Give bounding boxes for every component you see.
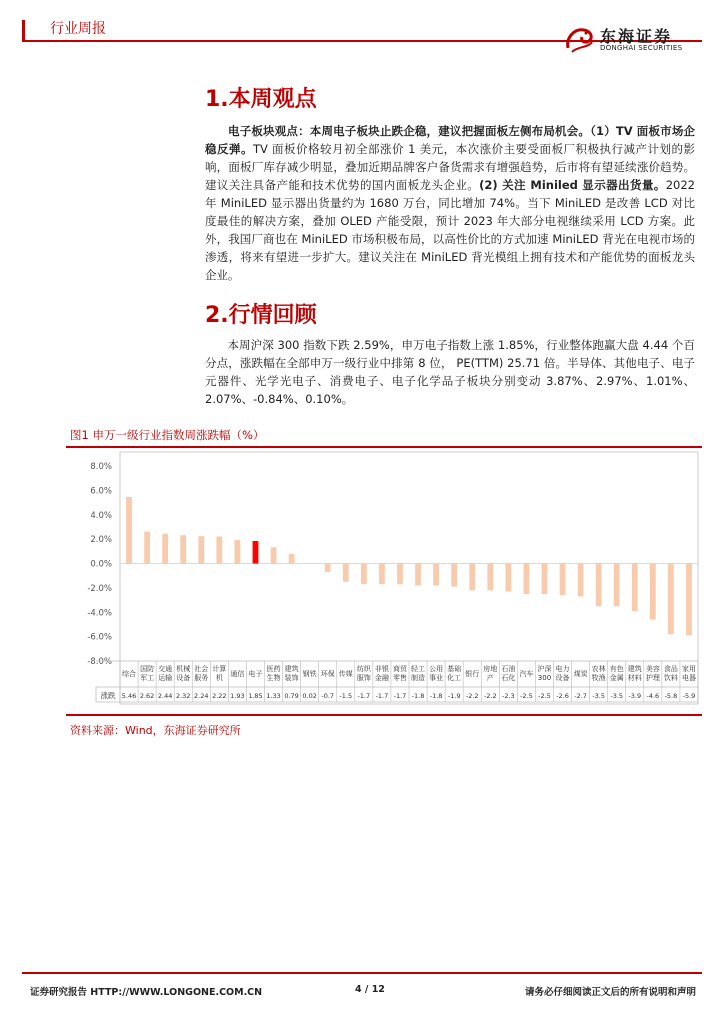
section-label: 行业周报 [50, 21, 106, 37]
bar [560, 564, 566, 596]
y-tick-label: 6.0% [90, 486, 112, 497]
y-tick-label: 4.0% [90, 510, 112, 521]
x-category-label: 房地产 [483, 665, 498, 682]
bar [325, 564, 331, 573]
logo-en-text: DONGHAI SECURITIES [600, 44, 683, 52]
data-value-label: -4.6 [646, 692, 660, 700]
y-tick-label: 0.0% [90, 559, 112, 570]
bar [126, 497, 132, 564]
data-value-label: -2.2 [483, 692, 497, 700]
x-category-label: 煤炭 [573, 670, 588, 678]
x-category-label: 交通运输 [158, 665, 173, 682]
lead-sentence: 电子板块观点：本周电子板块止跌企稳，建议把握面板左侧布局机会。 [228, 124, 591, 138]
x-category-label: 电子 [248, 670, 263, 678]
x-category-label: 商贸零售 [392, 665, 407, 682]
x-category-label: 钢铁 [302, 670, 317, 678]
bar [650, 564, 656, 620]
bar [469, 564, 475, 591]
x-category-label: 社会服务 [194, 665, 209, 682]
header-accent-bar [22, 20, 25, 40]
x-category-label: 综合 [122, 670, 137, 678]
bar [379, 564, 385, 585]
data-value-label: 2.62 [139, 692, 155, 700]
x-category-label: 建筑材料 [627, 665, 642, 682]
x-category-label: 通信 [230, 670, 245, 678]
x-category-label: 美容护理 [645, 665, 660, 682]
bar-chart [66, 450, 702, 710]
figure-top-rule [66, 446, 702, 448]
x-category-label: 非银金融 [374, 665, 389, 682]
x-category-label: 有色金属 [609, 665, 624, 682]
y-tick-label: -8.0% [87, 657, 112, 667]
item2-title: (2) 关注 Miniled 显示器出货量。 [479, 178, 666, 192]
x-category-label: 国防军工 [140, 665, 155, 682]
bar [415, 564, 421, 586]
logo-cn-text: 东海证券 [600, 27, 673, 46]
data-value-label: -1.7 [393, 692, 407, 700]
x-category-label: 电力设备 [555, 665, 570, 682]
figure-source: 资料来源：Wind，东海证券研究所 [70, 724, 241, 737]
bar [198, 536, 204, 563]
bar [686, 564, 692, 636]
x-category-label: 农林牧渔 [591, 665, 606, 682]
bar [180, 535, 186, 563]
x-category-label: 传媒 [338, 670, 353, 678]
x-category-label: 食品饮料 [663, 665, 678, 682]
bar [343, 564, 349, 582]
x-category-label: 建筑装饰 [284, 665, 299, 682]
bar [596, 564, 602, 607]
data-value-label: 0.79 [284, 692, 299, 700]
x-category-label: 机械设备 [176, 665, 191, 682]
x-category-label: 计算机 [212, 665, 227, 682]
figure-title: 图1 申万一级行业指数周涨跌幅（%） [70, 428, 265, 442]
footer-disclaimer: 请务必仔细阅读正文后的所有说明和声明 [524, 987, 696, 998]
data-value-label: -3.5 [610, 692, 624, 700]
bar [505, 564, 511, 592]
data-value-label: 1.33 [266, 692, 281, 700]
brand-logo [562, 22, 702, 58]
x-category-label: 医药生物 [266, 665, 281, 682]
data-value-label: -1.7 [375, 692, 389, 700]
item2-body: 2022 年 MiniLED 显示器出货量约为 1680 万台，同比增加 74%。当下 MiniLED 是改善 LCD 对比度最佳的解决方案，叠加 OLED 产能受限，预计 2023 年大部分电视继续采用 LCD 方案。此外，我国厂商也在 MiniLED 市场积极布局，以高性价比的方式加速 MiniLED 背光在电视市场的渗透，将来有望进一步扩大。建议关注在 MiniLED 背光模组上拥有技术和产能优势的面板龙头企业。 [205, 178, 696, 282]
x-category-label: 汽车 [519, 670, 534, 678]
chart-container [66, 450, 702, 710]
section1-paragraph [205, 122, 695, 284]
bar [451, 564, 457, 587]
bar [433, 564, 439, 586]
bar [397, 564, 403, 585]
bar [524, 564, 530, 594]
x-category-label: 环保 [320, 670, 335, 678]
data-value-label: 2.22 [212, 692, 227, 700]
data-value-label: -3.5 [592, 692, 605, 700]
x-category-label: 纺织服饰 [356, 665, 371, 682]
data-value-label: 0.02 [302, 692, 317, 700]
bar [578, 564, 584, 597]
bar [162, 534, 168, 564]
item1-title: （1）TV 面板市场企稳反弹。 [205, 124, 696, 156]
y-tick-label: 8.0% [90, 462, 112, 472]
bar [144, 532, 150, 564]
data-value-label: 2.44 [157, 692, 173, 700]
bar [668, 564, 674, 635]
bar [361, 564, 367, 585]
data-value-label: -5.8 [664, 692, 678, 700]
data-value-label: -5.9 [682, 692, 696, 700]
data-value-label: -1.8 [411, 692, 425, 700]
data-value-label: 2.24 [194, 692, 209, 700]
data-value-label: -2.3 [502, 692, 515, 700]
bar [289, 554, 295, 564]
bar [307, 563, 313, 564]
bar [614, 564, 620, 607]
item1-body: TV 面板价格较月初全部涨价 1 美元，本次涨价主要受面板厂积极执行减产计划的影响，面板厂库存减少明显，叠加近期品牌客户备货需求有增强趋势，后市将有望延续涨价趋势。建议关注具备产能和技术优势的国内面板龙头企业。 [205, 142, 696, 192]
x-category-label: 轻工制造 [411, 665, 426, 682]
section2-paragraph [205, 336, 695, 408]
data-value-label: -2.5 [538, 692, 551, 700]
bar [216, 536, 222, 563]
y-tick-label: -2.0% [87, 583, 112, 594]
bar [632, 564, 638, 612]
footer-left: 证券研究报告 HTTP://WWW.LONGONE.COM.CN [30, 987, 263, 998]
x-category-label: 银行 [465, 670, 480, 678]
data-value-label: -2.7 [574, 692, 587, 700]
x-category-label: 公用事业 [429, 665, 444, 682]
data-value-label: 5.46 [121, 692, 137, 700]
y-tick-label: 2.0% [90, 535, 112, 546]
data-value-label: -1.9 [447, 692, 461, 700]
section2-text: 本周沪深 300 指数下跌 2.59%，申万电子指数上涨 1.85%，行业整体跑赢大盘 4.44 个百分点，涨跌幅在全部申万一级行业中排第 8 位， PE(TTM) 25.71 倍。半导体、其他电子、电子元器件、光学光电子、消费电子、电子化学品子板块分别变动 3.87%、2.97%、1.01%、2.07%、-0.84%、0.10%。 [205, 338, 695, 406]
x-category-label: 基础化工 [447, 665, 462, 682]
section2-heading: 2.行情回顾 [205, 303, 317, 328]
data-value-label: -1.8 [429, 692, 443, 700]
data-value-label: 2.32 [175, 692, 191, 700]
data-value-label: -0.7 [321, 692, 335, 700]
dragon-logo-icon [562, 22, 596, 56]
bar [253, 541, 259, 564]
data-value-label: -1.5 [339, 692, 353, 700]
y-tick-label: -4.0% [87, 608, 112, 619]
y-tick-label: -6.0% [87, 632, 112, 643]
data-value-label: 1.93 [230, 692, 245, 700]
data-value-label: 1.85 [248, 692, 263, 700]
data-value-label: -2.2 [465, 692, 479, 700]
x-category-label: 石油石化 [501, 665, 516, 682]
data-value-label: -3.9 [628, 692, 642, 700]
figure-bottom-rule [66, 714, 702, 716]
table-row-label: 涨跌 [100, 691, 116, 700]
bar [487, 564, 493, 591]
section1-heading: 1.本周观点 [205, 87, 317, 112]
page-number: 4 / 12 [355, 984, 385, 995]
x-category-label: 家用电器 [681, 665, 696, 682]
data-value-label: -2.5 [520, 692, 533, 700]
data-value-label: -1.7 [357, 692, 371, 700]
bar [542, 564, 548, 594]
x-category-label: 沪深 300 [537, 665, 552, 682]
footer-divider [22, 972, 702, 974]
bar [271, 547, 277, 563]
data-value-label: -2.6 [556, 692, 569, 700]
bar [235, 540, 241, 564]
